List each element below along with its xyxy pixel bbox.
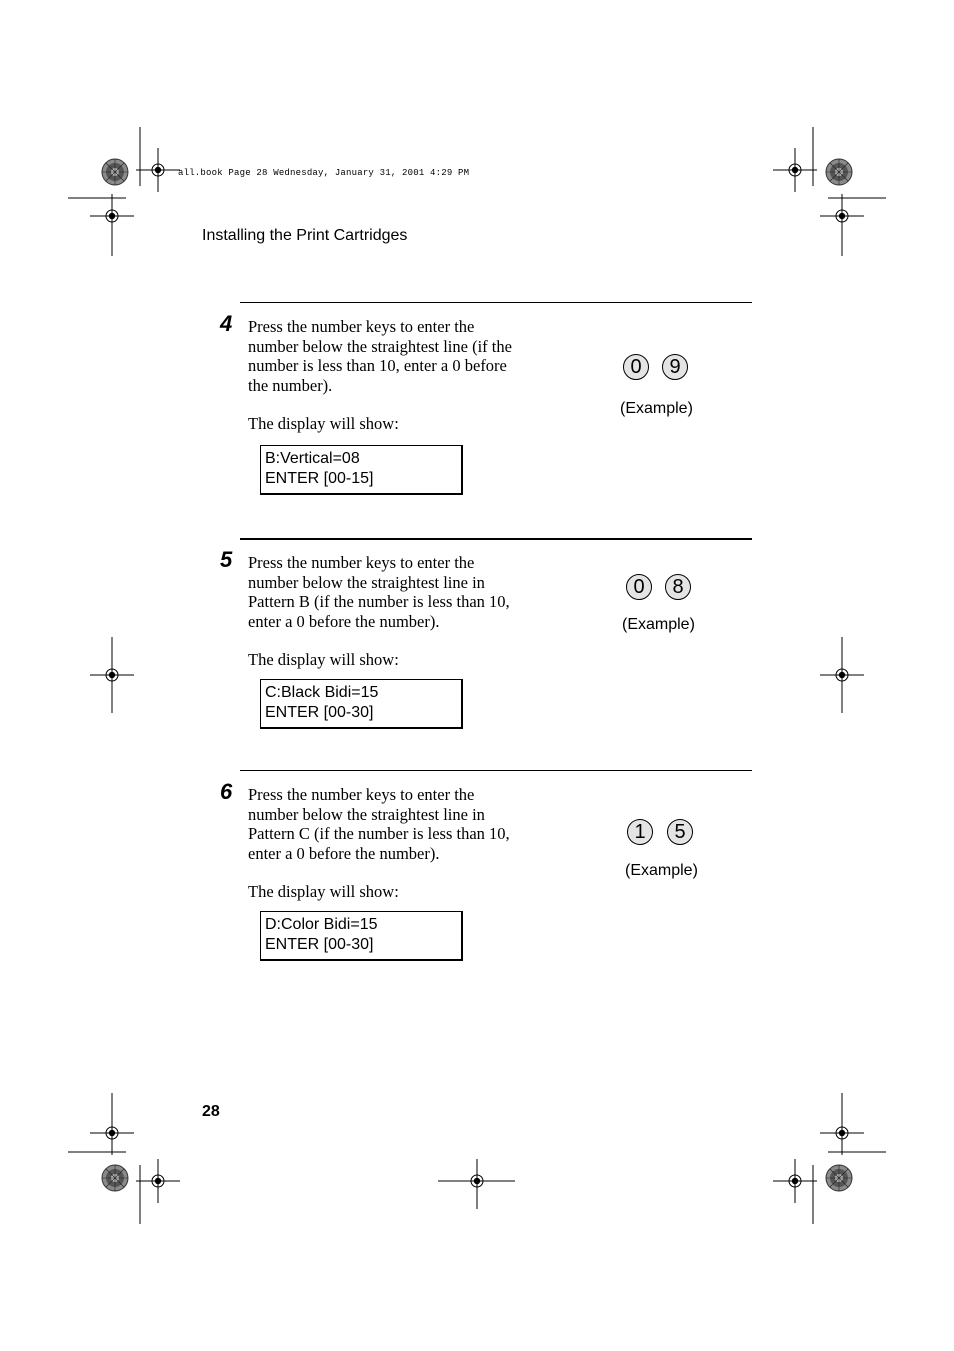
lcd-line-1: C:Black Bidi=15 [265, 684, 379, 701]
number-key-icon: 5 [667, 819, 693, 845]
step-divider [240, 302, 752, 303]
step-instructions: Press the number keys to enter the number below the straightest line (if the number is less than 10, enter a 0 before the number). [248, 317, 512, 395]
registration-mark-icon [90, 1111, 134, 1155]
page-number: 28 [202, 1103, 220, 1120]
step-divider [240, 538, 752, 540]
color-wheel-icon [102, 1165, 128, 1191]
lcd-line-1: B:Vertical=08 [265, 450, 360, 467]
number-key-icon: 0 [626, 574, 652, 600]
display-label: The display will show: [248, 882, 399, 901]
color-wheel-icon [102, 159, 128, 185]
lcd-display [260, 911, 463, 961]
display-label: The display will show: [248, 650, 399, 669]
step-instructions: Press the number keys to enter the number below the straightest line in Pattern C (if the number is less than 10, enter a 0 before the number). [248, 785, 510, 863]
lcd-display [260, 445, 463, 495]
registration-mark-icon [136, 1159, 180, 1203]
section-title: Installing the Print Cartridges [202, 227, 408, 244]
step-divider [240, 770, 752, 771]
color-wheel-icon [826, 1165, 852, 1191]
example-label: (Example) [620, 400, 693, 417]
registration-mark-icon [773, 148, 817, 192]
step-instructions: Press the number keys to enter the number below the straightest line in Pattern B (if the number is less than 10, enter a 0 before the number). [248, 553, 510, 631]
print-slug: all.book Page 28 Wednesday, January 31, 2001 4:29 PM [178, 168, 470, 178]
number-key-icon: 0 [623, 354, 649, 380]
number-key-icon: 9 [662, 354, 688, 380]
step-number: 6 [220, 779, 233, 804]
registration-mark-icon [820, 1111, 864, 1155]
color-wheel-icon [826, 159, 852, 185]
step-number: 5 [220, 547, 233, 572]
registration-mark-icon [773, 1159, 817, 1203]
example-label: (Example) [622, 616, 695, 633]
lcd-line-1: D:Color Bidi=15 [265, 916, 378, 933]
display-label: The display will show: [248, 414, 399, 433]
lcd-line-2: ENTER [00-15] [265, 470, 374, 487]
registration-mark-icon [136, 148, 180, 192]
lcd-display [260, 679, 463, 729]
number-key-icon: 1 [627, 819, 653, 845]
example-label: (Example) [625, 862, 698, 879]
step-number: 4 [220, 311, 233, 336]
lcd-line-2: ENTER [00-30] [265, 936, 374, 953]
lcd-line-2: ENTER [00-30] [265, 704, 374, 721]
number-key-icon: 8 [665, 574, 691, 600]
